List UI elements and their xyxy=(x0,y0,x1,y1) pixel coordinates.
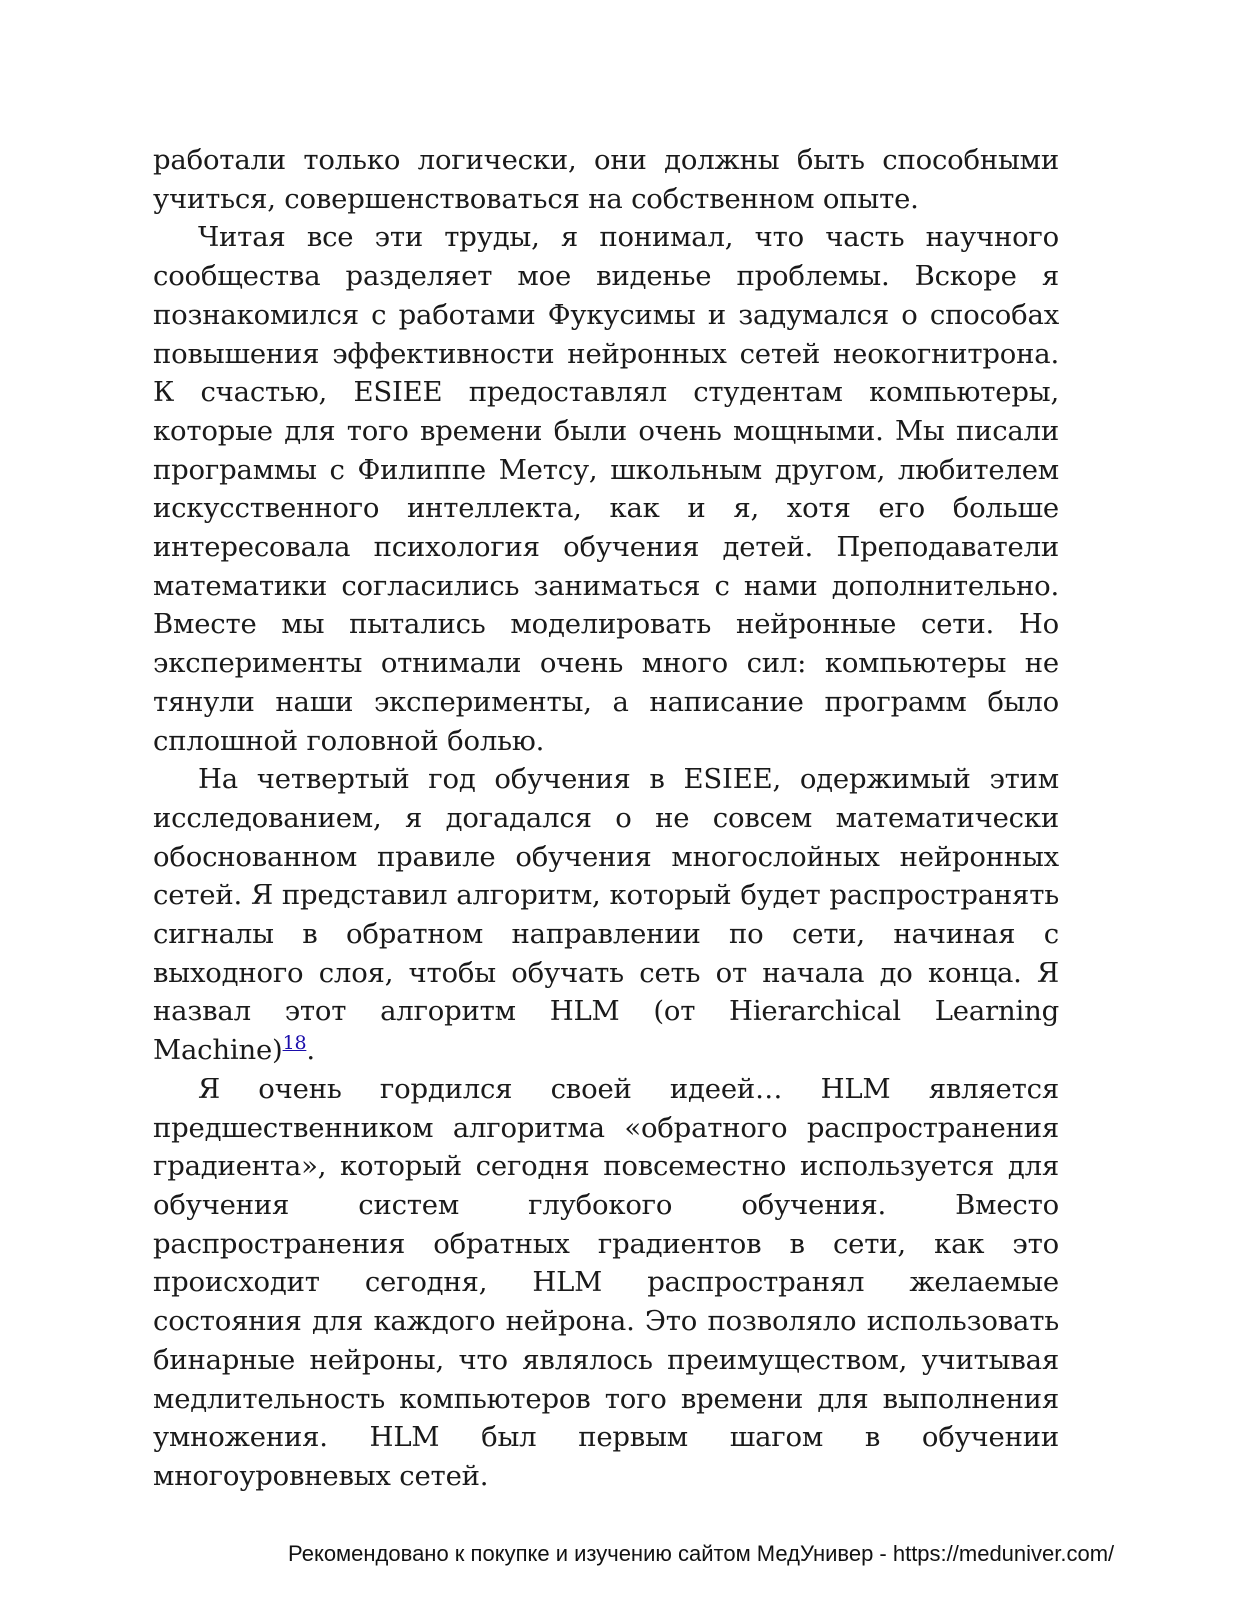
footer-recommendation: Рекомендовано к покупке и изучению сайтом МедУнивер - https://meduniver.com/ xyxy=(288,1541,1115,1566)
paragraph-3 xyxy=(153,760,1059,1070)
paragraph-3-text: На четвертый год обучения в ESIEE, одержимый этим исследованием, я догадался о не совсем математически обоснованном правиле обучения многослойных нейронных сетей. Я представил алгоритм, который будет распространять сигналы в обратном направлении по сети, начиная с выходного слоя, чтобы обучать сеть от начала до конца. Я назвал этот алгоритм HLM (от Hierarchical Learning Machine) xyxy=(153,763,1059,1067)
paragraph-3-end: . xyxy=(306,1034,315,1067)
paragraph-4: Я очень гордился своей идеей… HLM является предшественником алгоритма «обратного распространения градиента», который сегодня повсеместно используется для обучения систем глубокого обучения. Вместо распространения обратных градиентов в сети, как это происходит сегодня, HLM распространял желаемые состояния для каждого нейрона. Это позволяло использовать бинарные нейроны, что являлось преимуществом, учитывая медлительность компьютеров того времени для выполнения умножения. HLM был первым шагом в обучении многоуровневых сетей. xyxy=(153,1072,1059,1492)
document-body xyxy=(153,141,1059,1496)
footnote-link-18[interactable]: 18 xyxy=(282,1032,307,1055)
paragraph-2: Читая все эти труды, я понимал, что часть научного сообщества разделяет мое виденье проблемы. Вскоре я познакомился с работами Фукусимы и задумался о способах повышения эффективности нейронных сетей неокогнитрона. К счастью, ESIEE предоставлял студентам компьютеры, которые для того времени были очень мощными. Мы писали программы с Филиппе Метсу, школьным другом, любителем искусственного интеллекта, как и я, хотя его больше интересовала психология обучения детей. Преподаватели математики согласились заниматься с нами дополнительно. Вместе мы пытались моделировать нейронные сети. Но эксперименты отнимали очень много сил: компьютеры не тянули наши эксперименты, а написание программ было сплошной головной болью. xyxy=(153,221,1059,757)
paragraph-1: работали только логически, они должны быть способными учиться, совершенствоваться на собственном опыте. xyxy=(153,144,1059,215)
